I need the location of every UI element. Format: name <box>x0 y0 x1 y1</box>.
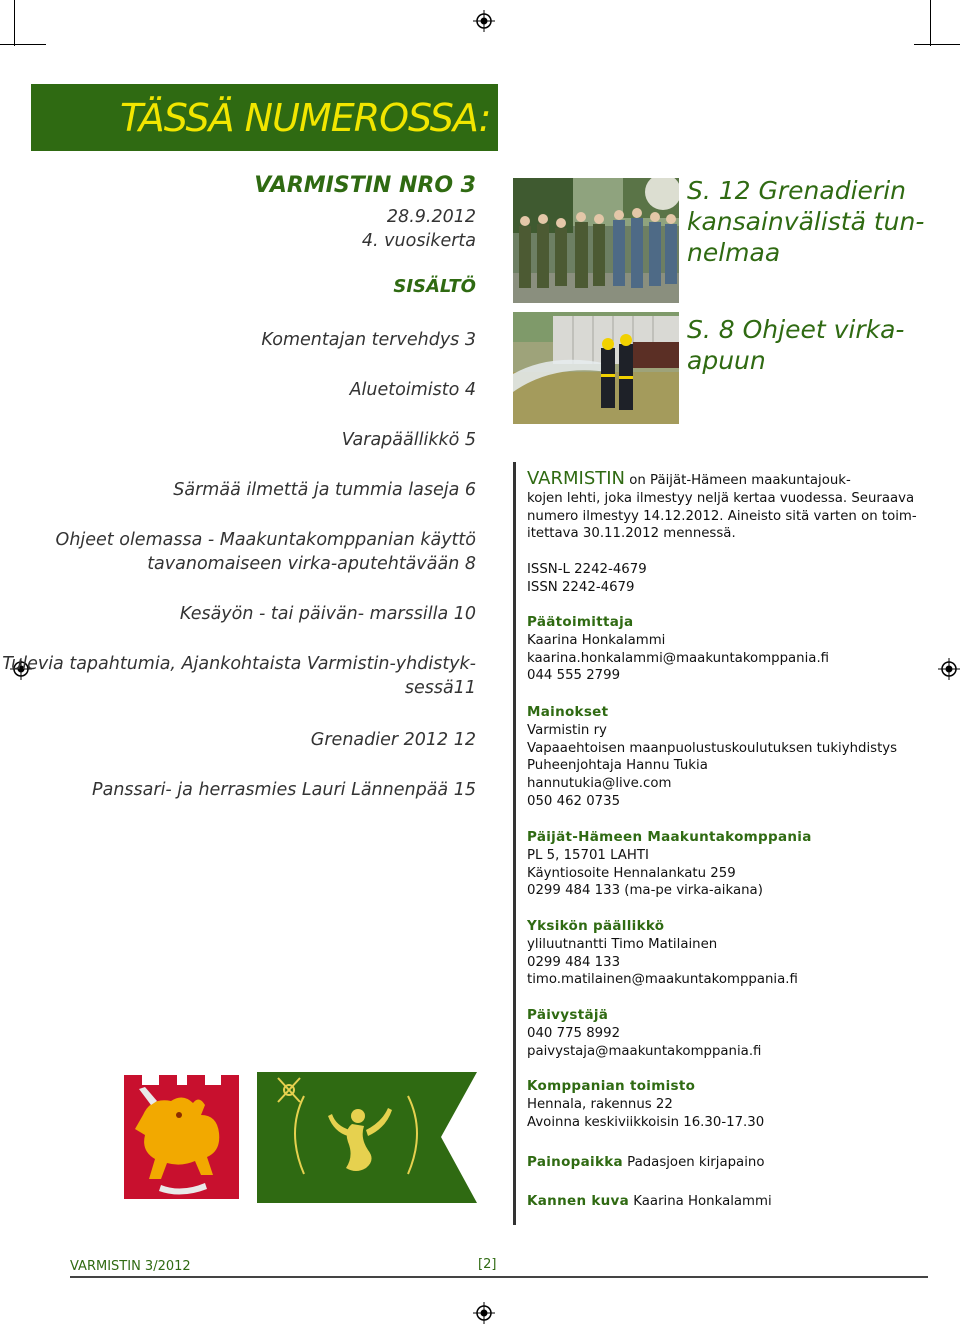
toc-item[interactable]: tavanomaiseen virka-aputehtävään 8 <box>147 554 476 574</box>
toc-item[interactable]: Ohjeet olemassa - Maakuntakomppanian käyttö <box>55 530 476 550</box>
print-block <box>527 1154 764 1172</box>
duty-heading: Päivystäjä <box>527 1007 609 1023</box>
ads-line: Varmistin ry <box>527 722 607 738</box>
toc-item[interactable]: Varapäällikkö 5 <box>341 430 476 450</box>
page-title: TÄSSÄ NUMEROSSA: <box>120 96 491 140</box>
company-line: 0299 484 133 (ma-pe virka-aikana) <box>527 883 763 899</box>
ads-block <box>527 704 897 811</box>
firefighting-photo <box>513 312 679 424</box>
footer-rule <box>70 1276 928 1278</box>
office-line: Avoinna keskiviikkoisin 16.30-17.30 <box>527 1114 765 1130</box>
editor-block <box>527 614 829 685</box>
company-heading: Päijät-Hämeen Maakuntakomppania <box>527 829 812 845</box>
ads-heading: Mainokset <box>527 704 609 720</box>
photo-caption-1 <box>687 175 924 268</box>
registration-mark-icon <box>938 658 960 680</box>
publication-intro <box>527 470 927 543</box>
ads-line: Puheenjohtaja Hannu Tukia <box>527 758 708 774</box>
page-number: [2] <box>478 1257 497 1272</box>
cover-block <box>527 1193 772 1211</box>
print-heading: Painopaikka <box>527 1154 623 1170</box>
issue-title: VARMISTIN NRO 3 <box>254 173 476 198</box>
crop-mark <box>0 44 46 45</box>
unit-flag-icon <box>256 1072 478 1203</box>
issn-l: ISSN-L 2242-4679 <box>527 562 647 577</box>
footer-publication: VARMISTIN 3/2012 <box>70 1259 191 1274</box>
intro-line: itettava 30.11.2012 mennessä. <box>527 526 736 542</box>
intro-line: numero ilmestyy 14.12.2012. Aineisto sitä varten on toim- <box>527 508 917 524</box>
caption-line: S. 12 Grenadierin <box>687 176 906 205</box>
chief-email[interactable]: timo.matilainen@maakuntakomppania.fi <box>527 972 798 988</box>
caption-line: apuun <box>687 346 766 375</box>
toc-item[interactable]: Tulevia tapahtumia, Ajankohtaista Varmistin-yhdistyk- <box>2 654 476 674</box>
issue-volume: 4. vuosikerta <box>361 231 476 251</box>
caption-line: kansainvälistä tun- <box>687 207 925 236</box>
office-heading: Komppanian toimisto <box>527 1078 696 1094</box>
grenadier-photo <box>513 178 679 303</box>
intro-line: kojen lehti, joka ilmestyy neljä kertaa vuodessa. Seuraava <box>527 490 915 506</box>
registration-mark-icon <box>473 1302 495 1324</box>
issn-block <box>527 561 647 597</box>
toc-item[interactable]: sessä11 <box>404 678 476 698</box>
ads-email[interactable]: hannutukia@live.com <box>527 776 672 792</box>
publication-name: VARMISTIN <box>527 468 626 489</box>
toc-item[interactable]: Komentajan tervehdys 3 <box>261 330 476 350</box>
column-divider <box>513 462 516 1225</box>
duty-phone: 040 775 8992 <box>527 1025 621 1041</box>
coat-of-arms-icon <box>121 1075 242 1199</box>
cover-value: Kaarina Honkalammi <box>633 1194 772 1209</box>
editor-heading: Päätoimittaja <box>527 614 634 630</box>
chief-line: yliluutnantti Timo Matilainen <box>527 936 718 952</box>
company-line: Käyntiosoite Hennalankatu 259 <box>527 865 736 881</box>
crop-mark <box>914 44 960 45</box>
office-block <box>527 1078 764 1131</box>
toc-item[interactable]: Grenadier 2012 12 <box>310 730 476 750</box>
print-value: Padasjoen kirjapaino <box>627 1155 765 1170</box>
contents-heading: SISÄLTÖ <box>393 276 476 297</box>
company-block <box>527 829 812 900</box>
issn: ISSN 2242-4679 <box>527 579 635 595</box>
duty-block <box>527 1007 761 1060</box>
toc-item[interactable]: Särmää ilmettä ja tummia laseja 6 <box>173 480 476 500</box>
cover-heading: Kannen kuva <box>527 1193 630 1209</box>
office-line: Hennala, rakennus 22 <box>527 1096 673 1112</box>
registration-mark-icon <box>473 10 495 32</box>
intro-line: on Päijät-Hämeen maakuntajouk- <box>629 473 851 488</box>
editor-email[interactable]: kaarina.honkalammi@maakuntakomppania.fi <box>527 650 830 666</box>
editor-phone: 044 555 2799 <box>527 668 621 684</box>
caption-line: S. 8 Ohjeet virka- <box>687 315 905 344</box>
company-line: PL 5, 15701 LAHTI <box>527 847 649 863</box>
toc-item[interactable]: Kesäyön - tai päivän- marssilla 10 <box>179 604 476 624</box>
toc-item[interactable]: Aluetoimisto 4 <box>349 380 476 400</box>
toc-item[interactable]: Panssari- ja herrasmies Lauri Lännenpää 15 <box>92 780 476 800</box>
crop-mark <box>14 0 15 46</box>
crop-mark <box>930 0 931 46</box>
issue-date: 28.9.2012 <box>386 207 476 227</box>
chief-block <box>527 918 798 989</box>
chief-line: 0299 484 133 <box>527 954 621 970</box>
duty-email[interactable]: paivystaja@maakuntakomppania.fi <box>527 1043 762 1059</box>
caption-line: nelmaa <box>687 238 781 267</box>
ads-phone: 050 462 0735 <box>527 793 621 809</box>
photo-caption-2 <box>687 314 904 376</box>
editor-name: Kaarina Honkalammi <box>527 632 666 648</box>
chief-heading: Yksikön päällikkö <box>527 918 665 934</box>
ads-line: Vapaaehtoisen maanpuolustuskoulutuksen tukiyhdistys <box>527 740 898 756</box>
